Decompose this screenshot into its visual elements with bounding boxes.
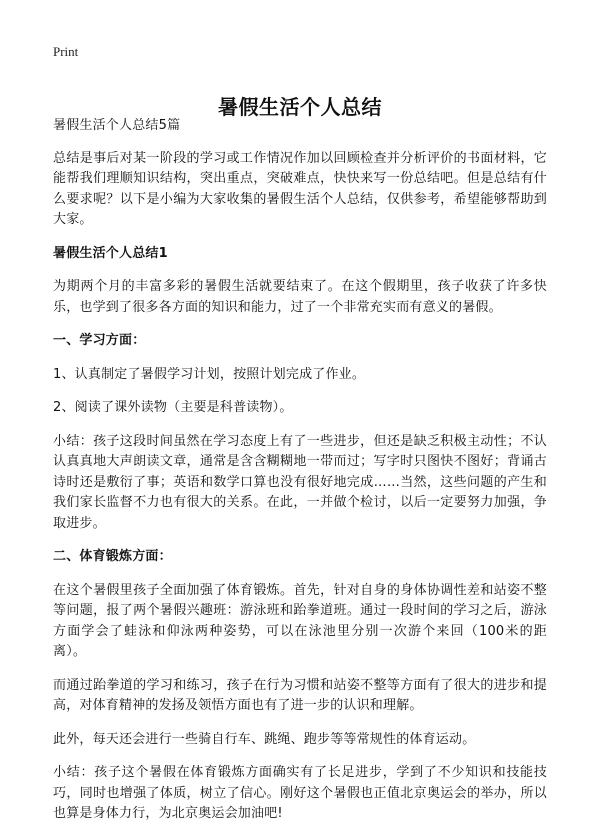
- page-title: 暑假生活个人总结: [218, 95, 382, 120]
- study-summary: 小结：孩子这段时间虽然在学习态度上有了一些进步，但还是缺乏积极主动性；不认认真真地大声朗读文章，通常是含含糊糊地一带而过；写字时只图快不图好；背诵古诗时还是敷衍了事；英语和数学口算也没有很好地完成……当然，这些问题的产生和我们家长监督不力也有很大的关系。在此，一并做个检讨，以后一定要努力加强，争取进步。: [53, 433, 547, 531]
- study-item-1: 1、认真制定了暑假学习计划，按照计划完成了作业。: [53, 366, 366, 382]
- article-body: [53, 116, 547, 838]
- sports-paragraph-1: 在这个暑假里孩子全面加强了体育锻炼。首先，针对自身的身体协调性差和站姿不整等问题，报了两个暑假兴趣班：游泳班和跆拳道班。通过一段时间的学习之后，游泳方面学会了蛙泳和仰泳两种姿势，可以在泳池里分别一次游个来回（100米的距离）。: [53, 582, 547, 659]
- sports-paragraph-2: 而通过跆拳道的学习和练习，孩子在行为习惯和站姿不整等方面有了很大的进步和提高，对体育精神的发扬及领悟方面也有了进一步的认识和理解。: [53, 677, 547, 713]
- sports-heading: 二、体育锻炼方面：: [53, 549, 172, 564]
- section-heading: 暑假生活个人总结1: [53, 245, 168, 261]
- study-item-2: 2、阅读了课外读物（主要是科普读物）。: [53, 400, 293, 415]
- sports-summary: 小结：孩子这个暑假在体育锻炼方面确实有了长足进步，学到了不少知识和技能技巧，同时也增强了体质，树立了信心。刚好这个暑假也正值北京奥运会的举办，所以也算是身体力行，为北京奥运会加油吧!: [53, 765, 547, 821]
- study-heading: 一、学习方面：: [53, 333, 146, 348]
- intro-paragraph: 总结是事后对某一阶段的学习或工作情况作加以回顾检查并分析评价的书面材料，它能帮我们理顺知识结构，突出重点，突破难点，快快来写一份总结吧。但是总结有什么要求呢？以下是小编为大家收集的暑假生活个人总结，仅供参考，希望能够帮助到大家。: [53, 150, 547, 227]
- print-link[interactable]: Print: [53, 44, 79, 59]
- article-subtitle: 暑假生活个人总结5篇: [53, 118, 181, 133]
- opening-paragraph: 为期两个月的丰富多彩的暑假生活就要结束了。在这个假期里，孩子收获了许多快乐，也学到了很多各方面的知识和能力，过了一个非常充实而有意义的暑假。: [53, 279, 547, 315]
- sports-paragraph-3: 此外，每天还会进行一些骑自行车、跳绳、跑步等等常规性的体育运动。: [53, 731, 476, 747]
